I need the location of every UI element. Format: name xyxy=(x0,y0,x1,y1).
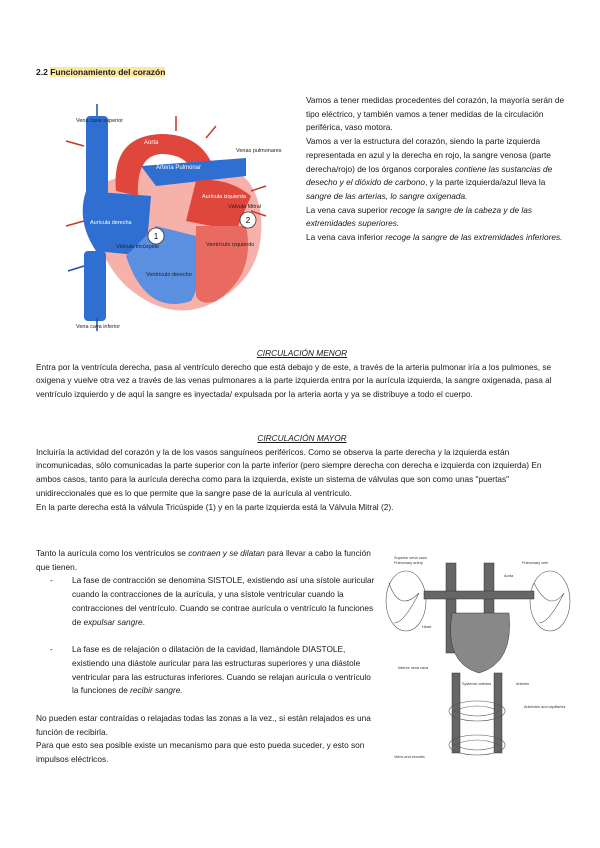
circulacion-mayor-text2: En la parte derecha está la válvula Tricúspide (1) y en la parte izquierda está la Válvula Mitral (2). xyxy=(36,501,394,512)
bullet-diastole: - La fase es de relajación o dilatación de la cavidad, llamándole DIASTOLE, existiendo una diástole auricular para las estructuras superiores y una diástole ventricular para las estructuras inferiores. Cuando se relajan aurícula o ventrículo la funciones de recibir sangre. xyxy=(50,644,371,696)
label-heart: Heart xyxy=(422,625,432,629)
marker-1-label: 1 xyxy=(153,232,159,241)
label-ventriculo-derecho: Ventrículo derecho xyxy=(146,272,192,278)
label-venas-pulmonares: Venas pulmonares xyxy=(236,148,282,154)
ciclo-end1: No pueden estar contraídas o relajadas todas las zonas a la vez., si están relajados es una función de recibirla. xyxy=(36,713,371,737)
label-valvula-mitral: Válvula Mitral xyxy=(228,204,262,210)
heart-diagram xyxy=(56,96,296,336)
ciclo-cardiaco xyxy=(36,547,376,767)
intro-p4: La vena cava inferior recoge la sangre de las extremidades inferiores. xyxy=(306,232,563,243)
label-arteries: Arteries xyxy=(516,682,530,686)
circulacion-mayor xyxy=(36,432,568,514)
label-veins: Veins and venules xyxy=(394,755,425,759)
label-vena-cava-inferior: Vena cava inferior xyxy=(76,324,121,330)
label-aorta: Aorta xyxy=(144,140,159,146)
label-valvula-tricuspide: Válvula tricúspide xyxy=(116,244,160,250)
circulacion-menor-heading: CIRCULACIÓN MENOR xyxy=(256,348,348,358)
bullet-sistole: - La fase de contracción se denomina SISTOLE, existiendo así una sístole auricular cuando la contracciones de la aurícula, y una sístole ventricular cuando la contracciones del ventrículo. Cuando se contrae aurícula o ventrículo la funciones de expulsar sangre. xyxy=(50,575,375,627)
label-pulmonary-vein: Pulmonary vein xyxy=(522,561,549,565)
section-title xyxy=(36,66,165,80)
circulacion-mayor-heading: CIRCULACIÓN MAYOR xyxy=(257,433,347,443)
circulation-diagram xyxy=(384,553,574,765)
label-aorta: Aorta xyxy=(504,574,514,578)
circulacion-menor-text: Entra por la ventrícula derecha, pasa al ventrículo derecho que está debajo y de este, a través de la arteria pulmonar iría a los pulmones, se oxigena y vuelve otra vez a través de las venas pulmonares a la parte izquierda entra por la aurícula izquierda, la sangre oxigenada, pasa al ventrículo izquierdo y de aquí la sangre es inyectada/ expulsada por la arteria aorta y ya se distribuye a todo el cuerpo. xyxy=(36,361,552,400)
intro-p2: Vamos a ver la estructura del corazón, siendo la parte izquierda representada en azul y la derecha en rojo, la sangre venosa (parte derecha/rojo) de los órganos corporales contiene las sustancias de desecho y el dióxido de carbono, y la parte izquierda/azul lleva la sangre de las arterias, lo sangre oxigenada. xyxy=(306,136,553,201)
intro-p1: Vamos a tener medidas procedentes del corazón, la mayoría serán de tipo eléctrico, y también vamos a tener medidas de la circulación periférica, vaso motora. xyxy=(306,95,565,133)
ciclo-intro: Tanto la aurícula como los ventrículos se contraen y se dilatan para llevar a cabo la función que tienen. xyxy=(36,548,371,572)
label-ventriculo-izquierdo: Ventrículo izquierdo xyxy=(206,242,255,248)
marker-2-label: 2 xyxy=(245,216,251,225)
label-arteria-pulmonar: Arteria Pulmonar xyxy=(156,165,202,171)
label-inferior-vena-cava: Inferior vena cava xyxy=(398,666,429,670)
label-superior-vena-cava: Superior vena cava xyxy=(394,556,427,560)
intro-p3: La vena cava superior recoge la sangre de la cabeza y de las extremidades superiores. xyxy=(306,204,533,229)
ciclo-end2: Para que esto sea posible existe un mecanismo para que esto pueda suceder, y esto son impulsos eléctricos. xyxy=(36,740,365,765)
label-arterioles: Arterioles and capillaries xyxy=(524,705,566,709)
circulacion-mayor-text: Incluiría la actividad del corazón y la de los vasos sanguíneos periféricos. Como se observa la parte derecha y la izquierda están incomunicadas, sólo comunicadas la parte superior con la parte inferior (pero siempre derecha con derecha e izquierda con izquierda) En ambos casos, tanto para la aurícula derecha como para la izquierda, existe un sistema de válvulas que son como unas "puertas" unidireccionales que es lo que permite que la sangre pase de la aurícula al ventrículo. xyxy=(36,446,542,498)
section-title-text: Funcionamiento del corazón xyxy=(50,67,166,77)
label-pulmonary-artery: Pulmonary artery xyxy=(394,561,423,565)
intro-text xyxy=(306,94,568,245)
label-vena-cava-superior: Vena cava superior xyxy=(76,118,124,124)
label-systemic-arteries: Systemic arteries xyxy=(462,682,492,686)
circulacion-menor xyxy=(36,347,568,402)
section-number: 2.2 xyxy=(36,67,48,77)
label-auricula-derecha: Aurícula derecha xyxy=(90,220,132,226)
label-auricula-izquierda: Aurícula izquierda xyxy=(202,194,247,200)
